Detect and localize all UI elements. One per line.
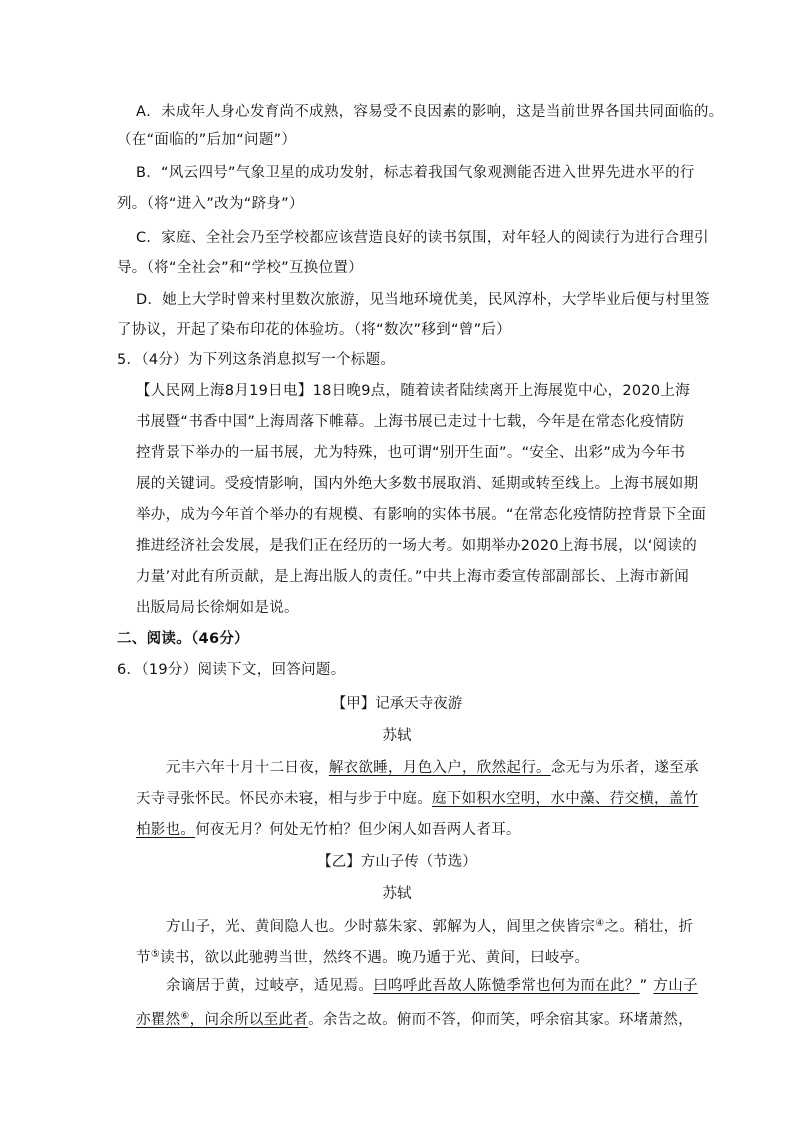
q4-option-d-line1: D．她上大学时曾来村里数次旅游，见当地环境优美，民风淳朴，大学毕业后便与村里签 [136, 292, 710, 308]
footnote-marker: ④ [595, 918, 605, 929]
passage-b-line3: 余谪居于黄，过岐亭，适见焉。曰呜呼此吾故人陈慥季常也何为而在此？” 方山子 [166, 978, 698, 994]
passage-b-author: 苏轼 [382, 886, 412, 902]
passage-a-title: 【甲】记承天寺夜游 [331, 696, 463, 712]
underlined-sentence: 方山子 [653, 978, 698, 994]
underlined-sentence: 柏影也。 [136, 822, 196, 838]
q5-news-line: 举办，成为今年首个举办的有规模、有影响的实体书展。“在常态化疫情防控背景下全面 [136, 507, 707, 523]
underlined-sentence: 亦瞿然⑥，问余所以至此者 [136, 1011, 309, 1028]
passage-a-line1: 元丰六年十月十二日夜，解衣欲睡，月色入户，欣然起行。念无与为乐者，遂至承 [166, 760, 699, 776]
q4-option-c-line1: C．家庭、全社会乃至学校都应该营造良好的读书氛围，对年轻人的阅读行为进行合理引 [136, 230, 709, 246]
q4-option-b-line2: 列。（将“进入”改为“跻身”） [117, 196, 304, 212]
q5-news-line: 展的关键词。受疫情影响，国内外绝大多数书展取消、延期或转至线上。上海书展如期 [136, 476, 699, 492]
q4-option-a-line2: （在“面临的”后加“问题”） [117, 132, 297, 148]
q5-news-line: 出版局局长徐炯如是说。 [136, 600, 299, 616]
passage-a-line2: 天寺寻张怀民。怀民亦未寝，相与步于中庭。庭下如积水空明，水中藻、荇交横，盖竹 [136, 791, 699, 807]
q4-option-d-line2: 了协议，开起了染布印花的体验坊。（将“数次”移到“曾”后） [117, 322, 511, 338]
footnote-marker: ⑥ [180, 1011, 190, 1022]
q5-news-line: 【人民网上海8月19日电】18日晚9点，随着读者陆续离开上海展览中心，2020上海 [136, 383, 691, 399]
q5-stem: 5．（4分）为下列这条消息拟写一个标题。 [117, 352, 396, 368]
q4-option-b-line1: B．“风云四号”气象卫星的成功发射，标志着我国气象观测能否进入世界先进水平的行 [136, 165, 695, 181]
q5-news-line: 推进经济社会发展，是我们正在经历的一场大考。如期举办2020上海书展，以‘阅读的 [136, 538, 698, 554]
q6-stem: 6．（19分）阅读下文，回答问题。 [117, 662, 346, 678]
section-heading: 二、阅读。（46分） [117, 631, 249, 647]
q5-news-line: 力量’对此有所贡献，是上海出版人的责任。”中共上海市委宣传部副部长、上海市新闻 [136, 569, 690, 585]
q4-option-c-line2: 导。（将“全社会”和“学校”互换位置） [117, 260, 363, 276]
passage-b-line1: 方山子，光、黄间隐人也。少时慕朱家、郭解为人，闾里之侠皆宗④之。稍壮，折 [166, 918, 694, 935]
underlined-sentence: 解衣欲睡，月色入户，欣然起行。 [328, 760, 551, 776]
underlined-sentence: 庭下如积水空明，水中藻、荇交横，盖竹 [432, 791, 699, 807]
underlined-sentence: 曰呜呼此吾故人陈慥季常也何为而在此？ [373, 978, 640, 994]
q4-option-a-line1: A．未成年人身心发育尚不成熟，容易受不良因素的影响，这是当前世界各国共同面临的。 [136, 104, 724, 120]
passage-b-line2: 节⑤读书，欲以此驰骋当世，然终不遇。晚乃遁于光、黄间，曰岐亭。 [136, 949, 590, 966]
passage-b-line4: 亦瞿然⑥，问余所以至此者。余告之故。俯而不答，仰而笑，呼余宿其家。环堵萧然， [136, 1011, 693, 1028]
passage-b-title: 【乙】方山子传（节选） [317, 854, 477, 870]
passage-a-author: 苏轼 [382, 728, 412, 744]
q5-news-line: 书展暨“书香中国”上海周落下帷幕。上海书展已走过十七载，今年是在常态化疫情防 [136, 414, 685, 430]
q5-news-line: 控背景下举办的一届书展，尤为特殊，也可谓“别开生面”。“安全、出彩”成为今年书 [136, 445, 686, 461]
footnote-marker: ⑤ [150, 949, 161, 960]
passage-a-line3: 柏影也。何夜无月？何处无竹柏？但少闲人如吾两人者耳。 [136, 822, 521, 838]
